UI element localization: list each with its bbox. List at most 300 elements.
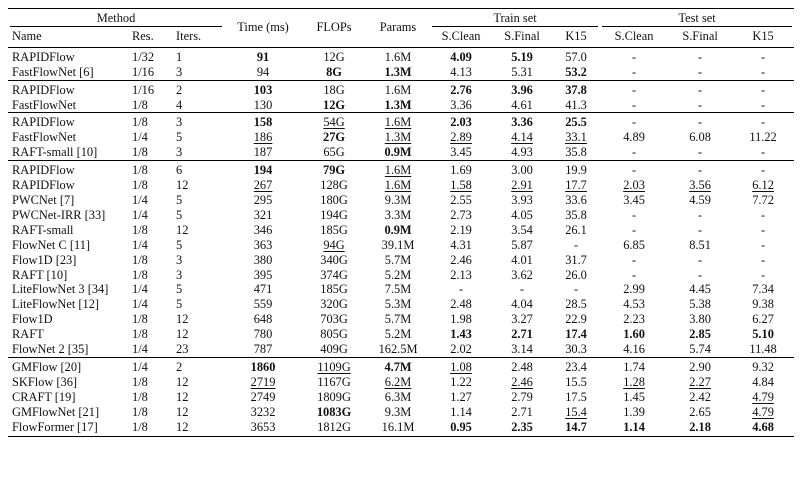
tr-clean-cell [430,405,492,420]
flops-cell [302,65,366,80]
te-final-cell [668,223,732,238]
res-cell: 1/8 [132,113,176,130]
time-cell [224,113,302,130]
te-clean-value: - [631,97,637,112]
tr-clean-value: 4.09 [450,49,472,64]
te-k15-value: - [760,163,766,178]
tr-clean-value: 1.14 [450,404,472,419]
tr-clean-cell [430,327,492,342]
test-final-header: S.Final [682,28,718,43]
te-final-cell [668,268,732,283]
tr-clean-cell [430,193,492,208]
res-cell: 1/4 [132,237,148,252]
tr-k15-value: 15.4 [565,404,587,419]
tr-final-value: 3.14 [511,342,533,357]
te-final-value: 2.27 [689,374,711,389]
params-cell [366,390,430,405]
te-final-value: - [697,207,703,222]
te-final-value: 5.74 [689,342,711,357]
tr-clean-cell [430,65,492,80]
te-k15-cell [732,405,794,420]
time-cell [224,282,302,297]
te-k15-value: - [760,97,766,112]
time-cell [224,297,302,312]
te-final-cell [668,390,732,405]
flops-value: 65G [323,145,345,160]
tr-k15-value: 28.5 [565,297,587,312]
table-header [8,9,794,48]
te-k15-cell [732,342,794,357]
iters-cell: 12 [176,374,189,389]
te-final-cell [668,80,732,97]
te-clean-value: 1.74 [623,359,645,374]
tr-clean-value: 4.13 [450,64,472,79]
iters-cell: 12 [176,222,189,237]
tr-clean-value: 4.31 [450,237,472,252]
flops-cell [302,420,366,437]
table-row [8,193,794,208]
time-value: 1860 [250,359,276,374]
te-k15-value: 7.72 [752,192,774,207]
time-value: 471 [253,282,273,297]
te-k15-cell [732,375,794,390]
table-row [8,297,794,312]
tr-clean-value: 2.03 [450,115,472,130]
flops-value: 185G [320,222,348,237]
te-k15-cell [732,193,794,208]
params-cell [366,80,430,97]
res-cell: 1/8 [132,252,148,267]
tr-final-cell [492,80,552,97]
iters-cell: 12 [176,178,189,193]
res-header: Res. [132,28,154,43]
tr-final-value: 3.62 [511,267,533,282]
tr-final-cell [492,47,552,64]
time-cell [224,145,302,160]
flops-value: 185G [320,282,348,297]
tr-clean-value: 1.22 [450,374,472,389]
flops-cell [302,80,366,97]
te-clean-cell [600,80,668,97]
time-value: 187 [253,145,273,160]
te-clean-value: - [631,163,637,178]
table-row [8,113,794,130]
method-name-cell: Flow1D [23] [12,252,77,267]
iters-cell: 5 [176,130,183,145]
te-final-cell [668,145,732,160]
time-value: 194 [253,163,273,178]
iters-header: Iters. [176,28,202,43]
flops-cell [302,253,366,268]
params-cell [366,297,430,312]
iters-cell: 5 [176,282,183,297]
table-row [8,327,794,342]
te-clean-value: - [631,64,637,79]
params-value: 1.3M [384,130,412,145]
tr-final-cell [492,193,552,208]
te-k15-value: - [760,115,766,130]
tr-k15-cell [552,130,600,145]
te-k15-value: 5.10 [752,327,774,342]
tr-clean-cell [430,375,492,390]
method-name-cell: RAFT-small [12,222,74,237]
params-cell [366,282,430,297]
tr-k15-value: 35.8 [565,145,587,160]
te-clean-cell [600,65,668,80]
te-clean-cell [600,193,668,208]
time-cell [224,327,302,342]
time-cell [224,65,302,80]
res-cell: 1/8 [132,97,148,112]
tr-k15-cell [552,208,600,223]
te-clean-value: 2.99 [623,282,645,297]
tr-clean-value: 2.55 [450,192,472,207]
te-clean-cell [600,357,668,374]
te-final-value: - [697,82,703,97]
tr-k15-cell [552,223,600,238]
tr-final-cell [492,208,552,223]
te-k15-cell [732,223,794,238]
te-k15-cell [732,145,794,160]
flops-value: 409G [320,342,348,357]
tr-clean-cell [430,161,492,178]
time-cell [224,357,302,374]
train-clean-header: S.Clean [441,28,481,43]
time-value: 3653 [250,419,276,434]
tr-clean-cell [430,80,492,97]
time-cell [224,253,302,268]
params-value: 0.9M [384,222,412,237]
table-row [8,65,794,80]
tr-final-cell [492,342,552,357]
te-k15-cell [732,98,794,113]
flops-cell [302,390,366,405]
tr-k15-value: - [573,282,579,297]
te-k15-value: - [760,49,766,64]
tr-final-cell [492,223,552,238]
te-k15-value: - [760,207,766,222]
time-value: 648 [253,312,273,327]
flops-cell [302,193,366,208]
flops-value: 128G [320,178,348,193]
method-name-cell: FastFlowNet [12,97,77,112]
te-final-value: - [697,267,703,282]
te-final-cell [668,342,732,357]
tr-clean-cell [430,47,492,64]
tr-clean-cell [430,268,492,283]
te-final-cell [668,193,732,208]
flops-cell [302,145,366,160]
te-k15-value: 11.22 [749,130,777,145]
tr-clean-cell [430,297,492,312]
te-final-cell [668,161,732,178]
params-header: Params [366,9,430,48]
params-value: 7.5M [384,282,412,297]
time-cell [224,161,302,178]
flops-cell [302,357,366,374]
te-k15-cell [732,297,794,312]
flops-cell [302,208,366,223]
tr-clean-cell [430,98,492,113]
te-final-cell [668,253,732,268]
params-cell [366,113,430,130]
te-clean-cell [600,268,668,283]
params-cell [366,327,430,342]
params-value: 6.3M [384,389,412,404]
te-clean-value: 3.45 [623,192,645,207]
tr-k15-cell [552,113,600,130]
te-k15-value: 11.48 [749,342,777,357]
flops-header: FLOPs [302,9,366,48]
time-value: 3232 [250,404,276,419]
time-cell [224,390,302,405]
flops-cell [302,223,366,238]
time-value: 267 [253,178,273,193]
te-clean-value: 4.53 [623,297,645,312]
params-cell [366,238,430,253]
res-cell: 1/8 [132,178,148,193]
time-cell [224,80,302,97]
params-value: 5.2M [384,267,412,282]
time-value: 395 [253,267,273,282]
te-k15-cell [732,65,794,80]
time-cell [224,223,302,238]
iters-cell: 5 [176,297,183,312]
time-cell [224,238,302,253]
params-value: 1.3M [384,64,412,79]
te-final-value: - [697,115,703,130]
te-k15-cell [732,130,794,145]
table-row [8,130,794,145]
te-final-cell [668,357,732,374]
table-row [8,161,794,178]
time-value: 2719 [250,374,276,389]
time-value: 787 [253,342,273,357]
tr-final-value: 2.35 [511,419,533,434]
time-value: 91 [256,49,270,64]
params-cell [366,420,430,437]
table-row [8,405,794,420]
te-clean-value: - [631,252,637,267]
method-name-cell: RAPIDFlow [8,80,132,97]
tr-clean-cell [430,130,492,145]
tr-clean-value: 2.76 [450,82,472,97]
te-k15-value: - [760,82,766,97]
tr-final-value: 4.93 [511,145,533,160]
iters-cell: 5 [176,237,183,252]
tr-clean-cell [430,178,492,193]
time-cell [224,193,302,208]
tr-final-cell [492,130,552,145]
tr-k15-cell [552,145,600,160]
tr-k15-value: 14.7 [565,419,587,434]
te-clean-value: 2.23 [623,312,645,327]
flops-value: 1167G [317,374,351,389]
iters-cell: 5 [176,207,183,222]
table-row [8,223,794,238]
tr-k15-cell [552,342,600,357]
table-row [8,80,794,97]
tr-k15-cell [552,253,600,268]
method-name-cell: SKFlow [36] [12,374,78,389]
te-final-cell [668,178,732,193]
tr-final-cell [492,312,552,327]
time-value: 321 [253,207,273,222]
te-final-value: 2.90 [689,359,711,374]
te-final-cell [668,282,732,297]
te-final-cell [668,238,732,253]
params-value: 1.6M [384,115,412,130]
te-k15-cell [732,238,794,253]
params-value: 9.3M [384,404,412,419]
test-set-label: Test set [602,11,792,27]
tr-k15-cell [552,327,600,342]
te-final-cell [668,327,732,342]
flops-value: 54G [323,115,345,130]
tr-final-value: 4.04 [511,297,533,312]
te-final-value: - [697,252,703,267]
tr-clean-value: 3.45 [450,145,472,160]
iters-cell: 6 [176,161,224,178]
te-final-value: 2.18 [689,419,711,434]
tr-final-value: 3.27 [511,312,533,327]
table-row [8,375,794,390]
tr-clean-value: 3.36 [450,97,472,112]
tr-final-value: 4.01 [511,252,533,267]
method-name-cell: GMFlowNet [21] [12,404,100,419]
time-value: 380 [253,252,273,267]
tr-k15-cell [552,420,600,437]
params-cell [366,405,430,420]
method-name-cell: Flow1D [12,312,53,327]
tr-k15-value: 19.9 [565,163,587,178]
tr-final-cell [492,113,552,130]
tr-k15-value: 17.4 [565,327,587,342]
tr-k15-value: 17.5 [565,389,587,404]
tr-final-value: 5.31 [511,64,533,79]
flops-cell [302,375,366,390]
tr-k15-cell [552,98,600,113]
res-cell: 1/8 [132,327,148,342]
res-cell: 1/4 [132,207,148,222]
tr-final-cell [492,327,552,342]
table-row [8,98,794,113]
test-k15-header: K15 [752,28,774,43]
flops-value: 79G [323,163,346,178]
te-k15-cell [732,208,794,223]
te-k15-value: - [760,252,766,267]
tr-final-cell [492,178,552,193]
params-cell [366,47,430,64]
flops-cell [302,47,366,64]
iters-cell: 3 [176,113,224,130]
time-cell [224,268,302,283]
tr-final-cell [492,238,552,253]
params-cell [366,268,430,283]
tr-final-cell [492,65,552,80]
te-clean-cell [600,145,668,160]
tr-clean-value: 2.13 [450,267,472,282]
flops-value: 180G [320,192,348,207]
time-cell [224,342,302,357]
te-clean-value: - [631,207,637,222]
tr-clean-cell [430,312,492,327]
tr-k15-value: 35.8 [565,207,587,222]
te-k15-value: - [760,145,766,160]
te-clean-value: 1.60 [623,327,645,342]
te-final-cell [668,113,732,130]
iters-cell: 4 [176,97,183,112]
table-row [8,390,794,405]
te-final-value: - [697,64,703,79]
flops-value: 340G [320,252,348,267]
params-cell [366,223,430,238]
te-final-cell [668,375,732,390]
method-name-cell: LiteFlowNet [12] [12,297,100,312]
res-cell: 1/8 [132,374,148,389]
tr-final-value: 4.05 [511,207,533,222]
comparison-table [8,8,794,437]
te-k15-cell [732,113,794,130]
method-name-cell: FastFlowNet [12,130,77,145]
res-cell: 1/4 [132,130,148,145]
time-value: 780 [253,327,273,342]
tr-final-value: 2.91 [511,178,533,193]
te-final-value: - [697,97,703,112]
tr-k15-value: 23.4 [565,359,587,374]
flops-value: 320G [320,297,348,312]
te-clean-cell [600,390,668,405]
te-k15-value: 7.34 [752,282,774,297]
te-clean-cell [600,98,668,113]
te-final-cell [668,297,732,312]
params-cell [366,375,430,390]
te-clean-cell [600,312,668,327]
method-name-cell: CRAFT [19] [12,389,76,404]
te-clean-cell [600,420,668,437]
iters-cell: 2 [176,80,224,97]
params-cell [366,312,430,327]
te-clean-value: - [631,115,637,130]
te-final-value: 2.42 [689,389,711,404]
tr-k15-cell [552,268,600,283]
te-clean-value: - [631,49,637,64]
tr-clean-cell [430,253,492,268]
params-value: 5.2M [384,327,412,342]
te-clean-cell [600,297,668,312]
flops-value: 1812G [317,419,351,434]
tr-k15-cell [552,178,600,193]
te-k15-cell [732,357,794,374]
params-cell [366,342,430,357]
te-final-cell [668,312,732,327]
tr-clean-cell [430,390,492,405]
tr-clean-value: 2.73 [450,207,472,222]
te-clean-value: 1.14 [623,419,645,434]
table-row [8,208,794,223]
table-row [8,357,794,374]
te-k15-value: - [760,222,766,237]
params-value: 5.3M [384,297,412,312]
flops-value: 27G [323,130,346,145]
te-k15-value: 4.68 [752,419,774,434]
tr-k15-value: 15.5 [565,374,587,389]
te-clean-cell [600,282,668,297]
tr-clean-value: 2.19 [450,222,472,237]
te-k15-cell [732,253,794,268]
te-k15-value: 4.79 [752,389,774,404]
time-value: 130 [253,97,273,112]
